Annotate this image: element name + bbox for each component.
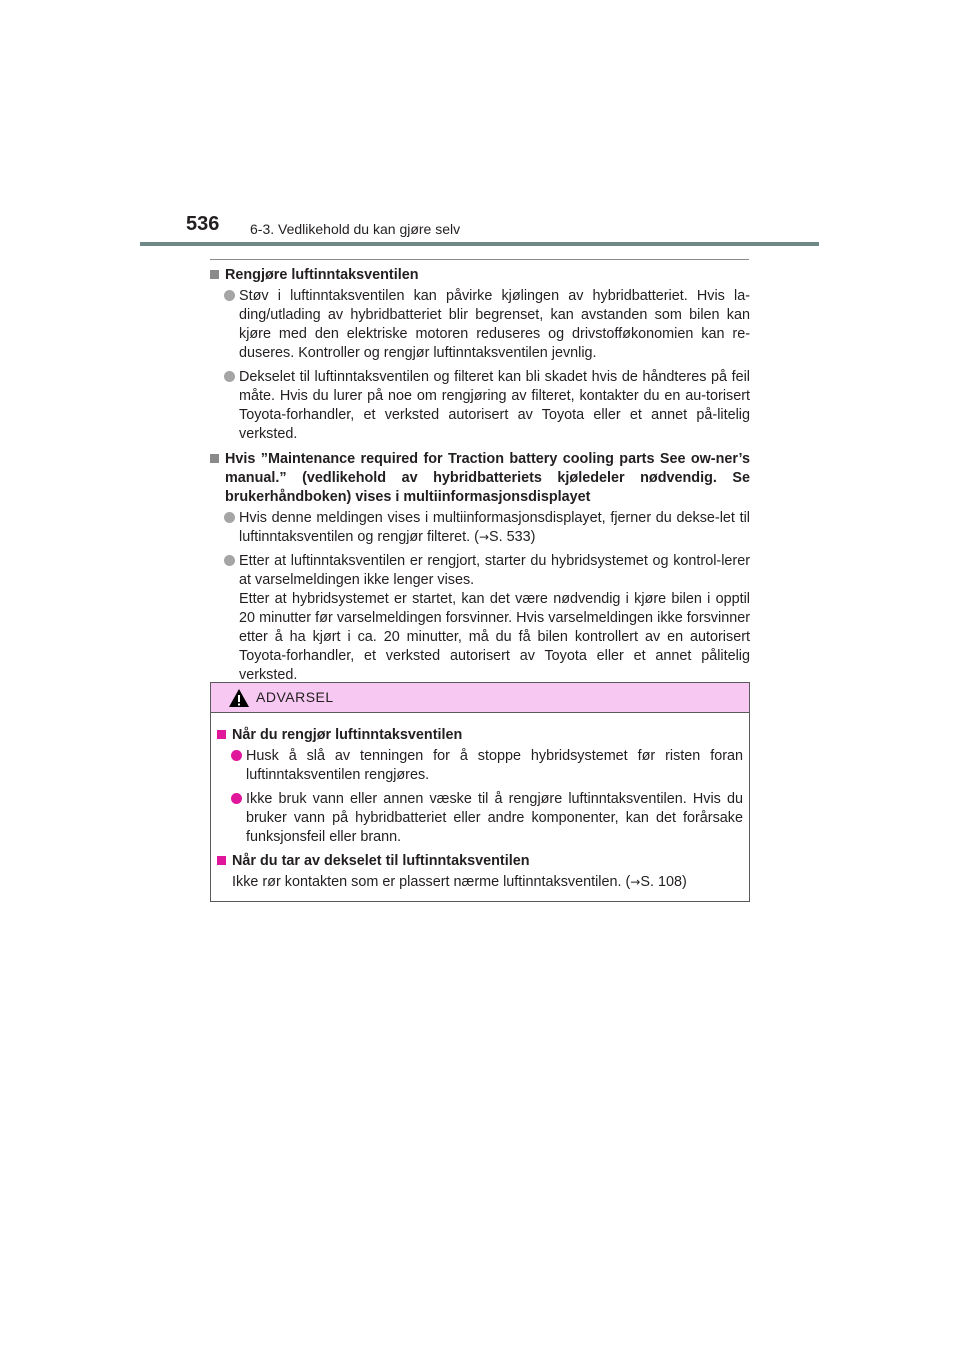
warning-box [210,682,750,902]
warning-label: ADVARSEL [256,689,334,705]
warning-body [211,713,749,892]
section-heading: Rengjøre luftinntaksventilen [210,266,750,285]
page-reference-link[interactable]: S. 533) [489,529,536,545]
main-content [210,266,750,691]
section-maintenance-message [210,450,750,685]
arrow-icon: → [630,875,641,889]
list-item: Hvis denne meldingen vises i multiinformasjonsdisplayet, fjerner du dekse-let til luftinntaksventilen og rengjør filteret. (→S. 533) [210,509,750,547]
square-bullet-icon [217,730,226,739]
section-title: 6-3. Vedlikehold du kan gjøre selv [250,221,461,237]
round-bullet-icon [231,793,242,804]
warning-text: Ikke rør kontakten som er plassert nærme luftinntaksventilen. (→S. 108) [232,874,687,890]
header-rule [140,242,819,246]
square-bullet-icon [210,454,219,463]
warning-header [211,683,749,713]
list-item: Husk å slå av tenningen for å stoppe hybridsystemet før risten foran luftinntaksventilen rengjøres. [217,747,743,785]
round-bullet-icon [224,555,235,566]
section-cleaning [210,266,750,444]
warning-heading: Når du tar av dekselet til luftinntaksventilen [217,852,743,871]
page-header [0,0,960,260]
list-item: Etter at luftinntaksventilen er rengjort, starter du hybridsystemet og kontrol-lerer at varselmeldingen ikke lenger vises. Etter at hybridsystemet er startet, kan det være nødvendig i kjøre bilen i opptil 20 minutter før varselmeldingen forsvinner. Hvis varselmeldingen ikke forsvinner etter å ha kjørt i ca. 20 minutter, må du få bilen kontrollert av en autorisert Toyota-forhandler, et verksted autorisert av Toyota eller et annet pålitelig verksted. [210,552,750,685]
page-number: 536 [186,213,220,235]
list-item: Ikke bruk vann eller annen væske til å rengjøre luftinntaksventilen. Hvis du bruker vann på hybridbatteriet eller andre komponenter, kan det forårsake funksjonsfeil eller brann. [217,790,743,847]
round-bullet-icon [224,512,235,523]
content-rule [210,259,749,260]
page-reference-link[interactable]: S. 108) [640,874,687,890]
arrow-icon: → [478,530,490,544]
list-item: Støv i luftinntaksventilen kan påvirke kjølingen av hybridbatteriet. Hvis la-ding/utlading av hybridbatteriet blir begrenset, kan avstanden som bilen kan kjøre med den elektriske motoren reduseres og drivstofføkonomien kan re-duseres. Kontroller og rengjør luftinntaksventilen jevnlig. [210,287,750,363]
list-item: Dekselet til luftinntaksventilen og filteret kan bli skadet hvis de håndteres på feil måte. Hvis du lurer på noe om rengjøring av filteret, kontakter du en au-torisert Toyota-forhandler, et verksted autorisert av Toyota eller et annet på-litelig verksted. [210,368,750,444]
square-bullet-icon [217,856,226,865]
square-bullet-icon [210,270,219,279]
section-heading: Hvis ”Maintenance required for Traction battery cooling parts See ow-ner’s manual.” (vedlikehold av hybridbatteriets kjøledeler nødvendig. Se brukerhåndboken) vises i multiinformasjonsdisplayet [210,450,750,507]
warning-heading: Når du rengjør luftinntaksventilen [217,726,743,745]
round-bullet-icon [224,290,235,301]
round-bullet-icon [231,750,242,761]
round-bullet-icon [224,371,235,382]
warning-triangle-icon [228,688,250,708]
